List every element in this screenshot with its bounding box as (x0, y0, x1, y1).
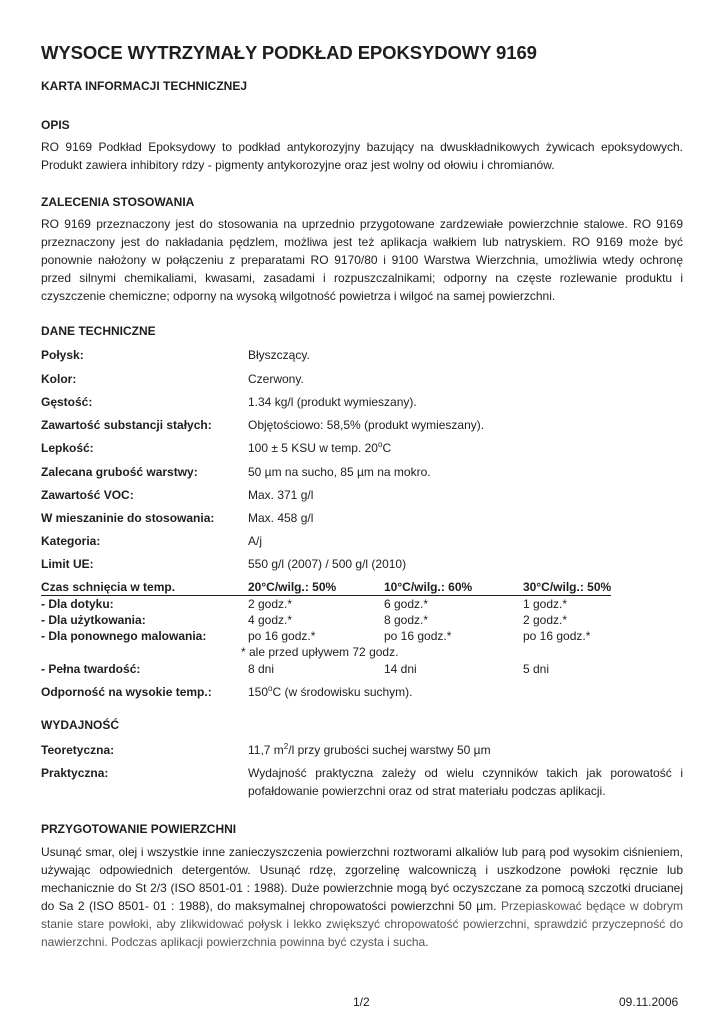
drying-header-col2: 10°C/wilg.: 60% (384, 580, 473, 594)
spec-label: Kolor: (41, 372, 77, 386)
spec-value: Czerwony. (248, 372, 304, 386)
drying-row (41, 629, 683, 645)
spec-label: Praktyczna: (41, 766, 109, 780)
spec-label: Zawartość VOC: (41, 488, 134, 502)
przygotowanie-paragraph: Usunąć smar, olej i wszystkie inne zanieczyszczenia powierzchni roztworami alkaliów lub parą pod wysokim ciśnieniem, używając odpowiednich detergentów. Usunąć rdzę, zgorzelinę walcowniczą i uszkodzone powłoki ręcznie lub mechanicznie do St 2/3 (ISO 8501-01 : 1988). Duże powierzchnie mogą być oczyszczane za pomocą szczotki drucianej do Sa 2 (ISO 8501- 01 : 1988), do maksymalnej chropowatości powierzchni 50 µm. Przepiaskować będące w dobrym stanie stare powłoki, aby zlikwidować połysk i lekko zwiększyć chropowatość powierzchni, sprawdzić przyczepność do nawierzchni. Podczas aplikacji powierzchnia powinna być czysta i sucha. (41, 845, 684, 949)
drying-cell: 8 godz.* (384, 613, 429, 627)
drying-row (41, 662, 683, 678)
drying-table-header (41, 580, 683, 596)
drying-cell: po 16 godz.* (248, 629, 316, 643)
spec-label: Zalecana grubość warstwy: (41, 465, 198, 479)
drying-cell: 8 dni (248, 662, 275, 676)
drying-header-col3: 30°C/wilg.: 50% (523, 580, 612, 594)
spec-label: Lepkość: (41, 441, 94, 455)
spec-value: Max. 371 g/l (248, 488, 314, 502)
opis-paragraph: RO 9169 Podkład Epoksydowy to podkład antykorozyjny bazujący na dwuskładnikowych żywicach epoksydowych. Produkt zawiera inhibitory rdzy - pigmenty antykorozyjne oraz jest wolny od ołowiu i chromianów. (41, 140, 683, 172)
drying-cell: 2 godz.* (523, 613, 568, 627)
spec-row (41, 488, 683, 504)
section-heading-wydajnosc: WYDAJNOŚĆ (41, 718, 120, 732)
drying-cell: po 16 godz.* (523, 629, 591, 643)
drying-row (41, 597, 683, 613)
drying-cell: 5 dni (523, 662, 550, 676)
section-heading-dane: DANE TECHNICZNE (41, 324, 156, 338)
drying-note: * ale przed upływem 72 godz. (241, 645, 399, 659)
section-heading-przygotowanie: PRZYGOTOWANIE POWIERZCHNI (41, 822, 237, 836)
drying-header-underline (41, 595, 611, 596)
spec-row (41, 465, 683, 481)
drying-row-label: - Dla dotyku: (41, 597, 114, 611)
document-title: WYSOCE WYTRZYMAŁY PODKŁAD EPOKSYDOWY 9169 (41, 42, 537, 63)
drying-cell: 1 godz.* (523, 597, 568, 611)
spec-label: Zawartość substancji stałych: (41, 418, 212, 432)
spec-value: 11,7 $m^2/l$ przy grubości suchej warstwy 50 µm (248, 742, 491, 757)
spec-value: 550 g/l (2007) / 500 g/l (2010) (248, 557, 407, 571)
drying-note-row (41, 645, 683, 661)
spec-row (41, 418, 683, 434)
spec-row (41, 372, 683, 388)
spec-row (41, 511, 683, 527)
drying-header-label: Czas schnięcia w temp. (41, 580, 176, 594)
drying-cell: 4 godz.* (248, 613, 293, 627)
spec-value: 1.34 kg/l (produkt wymieszany). (248, 395, 417, 409)
zalecenia-paragraph: RO 9169 przeznaczony jest do stosowania na uprzednio przygotowane zardzewiałe powierzchnie stalowe. RO 9169 przeznaczony jest do nakładania pędzlem, możliwa jest też aplikacja wałkiem lub natryskiem. RO 9169 może być ponownie nałożony w połączeniu z preparatami RO 9170/80 i 9100 Warstwa Wierzchnia, umożliwia wtedy ochronę przed silnymi chemikaliami, kwasami, zasadami i rozpuszczalnikami; odporny na częste rozlewanie produktu i czyszczenie chemiczne; odporny na wysoką wilgotność powietrza i wilgoć na samej powierzchni. (41, 217, 683, 303)
spec-row (41, 685, 683, 701)
spec-label: Kategoria: (41, 534, 101, 548)
drying-row (41, 613, 683, 629)
drying-cell: 6 godz.* (384, 597, 429, 611)
spec-label: Limit UE: (41, 557, 94, 571)
spec-row (41, 557, 683, 573)
document-subtitle: KARTA INFORMACJI TECHNICZNEJ (41, 79, 247, 93)
spec-label: Teoretyczna: (41, 743, 115, 757)
spec-label: Odporność na wysokie temp.: (41, 685, 212, 699)
spec-row (41, 743, 683, 759)
section-heading-zalecenia: ZALECENIA STOSOWANIA (41, 195, 195, 209)
spec-label: Połysk: (41, 348, 84, 362)
drying-header-col1: 20°C/wilg.: 50% (248, 580, 337, 594)
spec-value: Objętościowo: 58,5% (produkt wymieszany). (248, 418, 485, 432)
document-date: 09.11.2006 (619, 995, 679, 1009)
section-heading-opis: OPIS (41, 118, 70, 132)
spec-value: Max. 458 g/l (248, 511, 314, 525)
spec-label: W mieszaninie do stosowania: (41, 511, 215, 525)
spec-label: Gęstość: (41, 395, 93, 409)
spec-value: 100 ± 5 KSU w temp. 20$^o$C (248, 440, 392, 455)
drying-row-label: - Dla ponownego malowania: (41, 629, 207, 643)
spec-value: 150$^o$C (w środowisku suchym). (248, 684, 413, 699)
drying-row-label: - Pełna twardość: (41, 662, 141, 676)
drying-cell: 14 dni (384, 662, 417, 676)
spec-value: Błyszczący. (248, 348, 310, 362)
spec-value-multiline: Wydajność praktyczna zależy od wielu czynników takich jak porowatość i pofałdowanie powierzchni oraz od strat materiału podczas aplikacji. (248, 766, 683, 798)
drying-cell: po 16 godz.* (384, 629, 452, 643)
spec-row (41, 348, 683, 364)
spec-value: A/j (248, 534, 263, 548)
spec-row (41, 534, 683, 550)
drying-row-label: - Dla użytkowania: (41, 613, 146, 627)
spec-row (41, 441, 683, 457)
page-number: 1/2 (353, 995, 370, 1009)
spec-value: 50 µm na sucho, 85 µm na mokro. (248, 465, 431, 479)
drying-cell: 2 godz.* (248, 597, 293, 611)
spec-row (41, 395, 683, 411)
